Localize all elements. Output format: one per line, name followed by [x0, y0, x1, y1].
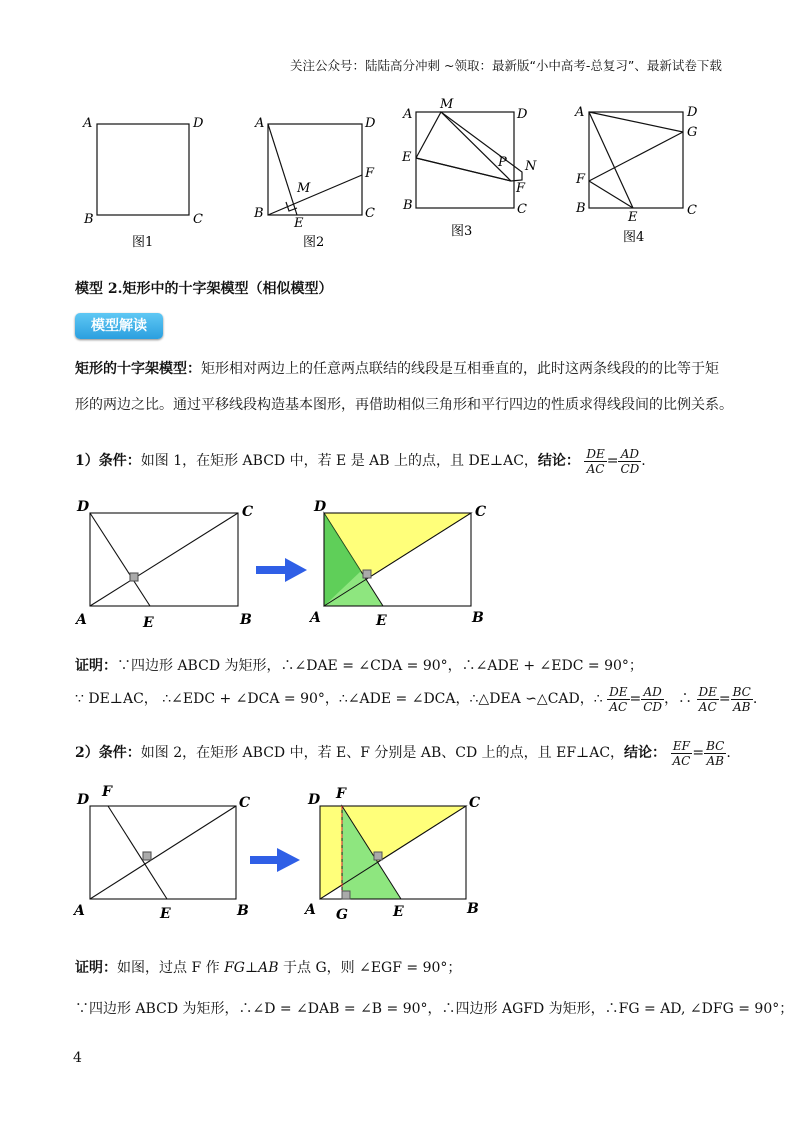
case1-frac-left: $\frac{DE}{AC}$ [586, 446, 605, 476]
svg-text:A: A [305, 902, 316, 918]
fig1-label-B: B [84, 212, 94, 227]
case1-arrow [256, 558, 307, 582]
model-badge: 模型解读 [75, 313, 163, 339]
svg-text:D: D [314, 499, 327, 515]
case1-proof1: 证明：∵四边形 ABCD 为矩形，∴∠DAE = ∠CDA = 90°，∴∠ADE + ∠EDC = 90°； [75, 658, 643, 674]
fig3-label-N: N [525, 159, 537, 174]
svg-text:A: A [310, 610, 321, 626]
svg-text:A: A [74, 903, 85, 919]
fig4-label-C: C [687, 203, 697, 218]
svg-text:E: E [393, 904, 404, 920]
svg-text:A: A [76, 612, 87, 628]
svg-text:B: B [467, 901, 479, 917]
svg-text:E: E [376, 613, 387, 629]
fig4-caption: 图4 [623, 230, 645, 245]
fig4-label-F: F [576, 172, 586, 187]
svg-text:D: D [77, 499, 90, 515]
case1-label: 1）条件： [75, 453, 141, 469]
case1-text: 如图 1，在矩形 ABCD 中，若 E 是 AB 上的点，且 DE⊥AC， [140, 453, 538, 469]
case1-condition: 1）条件：如图 1，在矩形 ABCD 中，若 E 是 AB 上的点，且 DE⊥AC，结论： $\frac{DE}{AC}$ = $\frac{AD}{CD}$ . [75, 446, 646, 476]
page-header: 关注公众号：陆陆高分冲刺 ~领取：最新版“小中高考-总复习”、最新试卷下载 [290, 58, 722, 73]
svg-text:E: E [160, 906, 171, 922]
top-figures [0, 90, 800, 260]
fig3-label-A: A [403, 107, 413, 122]
fig3-label-C: C [517, 202, 527, 217]
svg-text:C: C [239, 795, 251, 811]
intro-bold: 矩形的十字架模型： [75, 361, 201, 377]
intro-line2: 形的两边之比。通过平移线段构造基本图形，再借助相似三角形和平行四边的性质求得线段间的比例关系。 [75, 397, 733, 413]
svg-text:F: F [102, 784, 112, 800]
svg-text:B: B [240, 612, 252, 628]
svg-text:C: C [242, 504, 254, 520]
fig3-label-B: B [403, 198, 413, 213]
fig1-label-A: A [83, 116, 93, 131]
fig1-caption: 图1 [132, 235, 154, 250]
fig3-caption: 图3 [451, 224, 473, 239]
case2-proof2: ∵四边形 ABCD 为矩形，∴∠D = ∠DAB = ∠B = 90°，∴四边形 AGFD 为矩形，∴FG = AD, ∠DFG = 90°； [75, 1001, 794, 1017]
case1-proof2: ∵ DE⊥AC， ∴∠EDC + ∠DCA = 90°，∴∠ADE = ∠DCA，∴△DEA ∽△CAD，∴ $\frac{DE}{AC}$ = $\frac{AD}{CD}$ ，∴ $\frac{DE}{AC}$ = $\frac{BC}{AB}$ . [75, 684, 758, 714]
fig2-label-M: M [297, 181, 311, 196]
svg-text:B: B [472, 610, 484, 626]
case1-frac-right: $\frac{AD}{CD}$ [620, 446, 640, 476]
fig4-label-A: A [575, 105, 585, 120]
fig2-label-D: D [365, 116, 376, 131]
svg-text:C: C [475, 504, 487, 520]
fig2-label-F: F [365, 166, 375, 181]
svg-text:D: D [77, 792, 90, 808]
fig2-label-C: C [365, 206, 375, 221]
intro-line1 [75, 358, 719, 378]
case2-proof1: 证明：如图，过点 F 作 FG⊥AB 于点 G，则 ∠EGF = 90°； [75, 960, 462, 976]
case2-arrow [250, 848, 300, 872]
page-number: 4 [73, 1050, 82, 1066]
fig4-label-G: G [687, 125, 698, 140]
fig3-label-P: P [498, 155, 507, 170]
fig2-caption: 图2 [303, 235, 325, 250]
svg-text:G: G [336, 907, 348, 923]
fig2-label-A: A [255, 116, 265, 131]
fig4-label-E: E [628, 210, 638, 225]
fig1-label-D: D [193, 116, 204, 131]
fig4-rect [589, 112, 683, 208]
intro-text1: 矩形相对两边上的任意两点联结的线段是互相垂直的，此时这两条线段的的比等于矩 [201, 361, 719, 377]
case2-condition: 2）条件：如图 2，在矩形 ABCD 中，若 E、F 分别是 AB、CD 上的点，且 EF⊥AC，结论： $\frac{EF}{AC}$ = $\frac{BC}{AB}$ . [75, 738, 731, 768]
svg-text:B: B [237, 903, 249, 919]
fig3-label-E: E [402, 150, 412, 165]
fig4-label-B: B [576, 201, 586, 216]
svg-text:F: F [336, 786, 346, 802]
svg-text:E: E [143, 615, 154, 631]
svg-text:C: C [469, 795, 481, 811]
fig3-label-F: F [516, 181, 526, 196]
fig3-label-D: D [517, 107, 528, 122]
fig4-label-D: D [687, 105, 698, 120]
svg-text:D: D [308, 792, 321, 808]
fig1-rect [97, 124, 189, 215]
case2-figures [0, 782, 800, 927]
fig1-label-C: C [193, 212, 203, 227]
case1-figures [0, 496, 800, 636]
fig2-label-E: E [294, 216, 304, 231]
case1-concl: 结论： [537, 453, 580, 469]
section-title: 模型 2.矩形中的十字架模型（相似模型） [75, 281, 333, 297]
fig2-label-B: B [254, 206, 264, 221]
fig3-label-M: M [440, 97, 454, 112]
